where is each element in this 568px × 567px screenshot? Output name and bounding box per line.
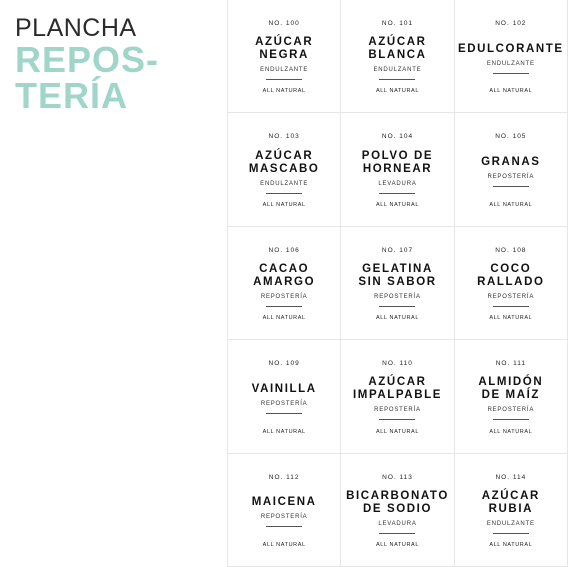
label-tag: ALL NATURAL: [489, 201, 533, 208]
label-category: ENDULZANTE: [486, 60, 535, 67]
label-number: NO. 111: [495, 360, 526, 368]
label-product-name: [346, 490, 449, 516]
label-number: NO. 102: [495, 20, 527, 27]
label-divider: [379, 79, 415, 80]
label-number: NO. 114: [495, 473, 527, 481]
label-card: [341, 113, 454, 226]
label-card: [228, 0, 341, 113]
label-divider: [379, 533, 415, 534]
label-divider: [266, 526, 302, 527]
label-card: [455, 0, 568, 113]
label-card: [455, 454, 568, 567]
label-category: REPOSTERÍA: [487, 174, 535, 181]
label-product-name-line: RALLADO: [477, 275, 545, 288]
label-product-name-line: AZÚCAR: [368, 36, 427, 49]
label-number: NO. 100: [268, 20, 300, 27]
label-category: REPOSTERÍA: [374, 293, 421, 300]
label-number: NO. 109: [268, 360, 300, 368]
label-tag: ALL NATURAL: [489, 88, 533, 95]
label-card: [341, 0, 454, 113]
label-category: REPOSTERÍA: [260, 400, 308, 407]
label-product-name-line: DE MAÍZ: [481, 389, 541, 402]
label-tag: ALL NATURAL: [489, 542, 533, 548]
label-product-name-line: RUBIA: [488, 502, 534, 515]
label-divider: [379, 306, 415, 307]
label-divider: [379, 193, 415, 194]
label-product-name-line: CACAO: [259, 262, 310, 275]
label-product-name: [252, 496, 317, 509]
label-product-name: [249, 150, 320, 176]
label-divider: [493, 419, 529, 420]
label-product-name: [482, 490, 540, 516]
label-number: NO. 108: [495, 246, 527, 254]
label-product-name: [478, 376, 543, 402]
label-divider: [266, 413, 302, 414]
label-category: REPOSTERÍA: [260, 514, 308, 521]
label-card: [228, 340, 341, 453]
label-card: [455, 340, 568, 453]
label-card: [341, 340, 454, 453]
title-line-plancha: PLANCHA: [15, 14, 137, 42]
label-divider: [493, 533, 529, 534]
label-number: NO. 110: [382, 360, 413, 368]
label-product-name-line: AZÚCAR: [255, 149, 314, 162]
label-card: [228, 454, 341, 567]
label-product-name: [481, 156, 540, 169]
label-number: NO. 107: [381, 246, 414, 254]
label-product-name-line: BICARBONATO: [346, 489, 449, 502]
label-product-name: [477, 263, 544, 289]
label-product-name: [362, 150, 433, 176]
label-tag: ALL NATURAL: [376, 201, 419, 208]
label-tag: ALL NATURAL: [489, 315, 533, 322]
label-category: REPOSTERÍA: [487, 293, 535, 300]
label-card: [228, 227, 341, 340]
label-card: [228, 113, 341, 226]
label-tag: ALL NATURAL: [262, 88, 306, 95]
label-tag: ALL NATURAL: [376, 315, 419, 322]
label-divider: [493, 73, 529, 74]
label-card: [341, 454, 454, 567]
label-product-name: [353, 376, 442, 402]
label-divider: [266, 79, 302, 80]
label-divider: [266, 193, 302, 194]
label-product-name-line: AMARGO: [253, 275, 316, 288]
label-grid: [227, 0, 568, 567]
page-title: [15, 14, 159, 114]
label-product-name-line: AZÚCAR: [481, 489, 540, 502]
label-product-name: [458, 43, 564, 56]
label-number: NO. 101: [381, 20, 414, 27]
label-product-name-line: BLANCA: [368, 49, 427, 62]
label-product-name: [255, 36, 313, 62]
label-divider: [266, 306, 302, 307]
label-tag: ALL NATURAL: [376, 428, 419, 435]
label-tag: ALL NATURAL: [376, 542, 419, 548]
label-number: NO. 106: [268, 246, 300, 254]
label-category: REPOSTERÍA: [260, 293, 308, 300]
label-product-name-line: COCO: [490, 262, 532, 275]
label-product-name-line: GRANAS: [481, 156, 541, 169]
label-tag: ALL NATURAL: [262, 315, 306, 322]
label-card: [455, 227, 568, 340]
title-line-reposteria-2: TERÍA: [15, 75, 128, 116]
label-category: REPOSTERÍA: [374, 407, 421, 414]
label-product-name: [252, 383, 317, 396]
label-product-name-line: AZÚCAR: [255, 36, 314, 49]
label-tag: ALL NATURAL: [262, 542, 306, 548]
label-category: ENDULZANTE: [260, 67, 309, 74]
label-category: ENDULZANTE: [373, 67, 422, 74]
label-category: LEVADURA: [378, 520, 417, 527]
label-divider: [379, 419, 415, 420]
label-category: REPOSTERÍA: [487, 407, 535, 414]
label-number: NO. 105: [495, 133, 527, 141]
label-number: NO. 104: [381, 133, 414, 141]
label-tag: ALL NATURAL: [262, 201, 306, 208]
title-line-reposteria-1: REPOS-: [15, 39, 160, 80]
label-category: ENDULZANTE: [260, 180, 309, 187]
label-divider: [493, 186, 529, 187]
label-category: LEVADURA: [378, 180, 417, 187]
label-number: NO. 113: [382, 473, 413, 481]
label-product-name-line: AZÚCAR: [368, 376, 427, 389]
label-product-name-line: NEGRA: [259, 49, 309, 62]
label-product-name-line: ALMIDÓN: [478, 376, 544, 389]
label-product-name-line: IMPALPABLE: [352, 389, 443, 402]
label-tag: ALL NATURAL: [262, 428, 306, 435]
label-product-name-line: DE SODIO: [362, 502, 432, 515]
label-product-name: [368, 36, 426, 62]
label-product-name-line: VAINILLA: [251, 382, 317, 395]
label-card: [455, 113, 568, 226]
label-number: NO. 112: [268, 473, 300, 481]
label-product-name-line: MASCABO: [248, 162, 320, 175]
label-category: ENDULZANTE: [486, 520, 535, 527]
label-product-name-line: SIN SABOR: [358, 275, 437, 288]
label-product-name-line: EDULCORANTE: [457, 42, 564, 55]
label-product-name-line: POLVO DE: [361, 149, 434, 162]
label-product-name: [253, 263, 315, 289]
label-tag: ALL NATURAL: [376, 88, 419, 95]
label-product-name-line: GELATINA: [362, 262, 433, 275]
label-product-name: [358, 263, 436, 289]
label-product-name-line: MAICENA: [251, 496, 317, 509]
label-product-name-line: HORNEAR: [362, 162, 433, 175]
label-tag: ALL NATURAL: [489, 428, 533, 435]
label-card: [341, 227, 454, 340]
label-divider: [493, 306, 529, 307]
label-number: NO. 103: [268, 133, 300, 141]
